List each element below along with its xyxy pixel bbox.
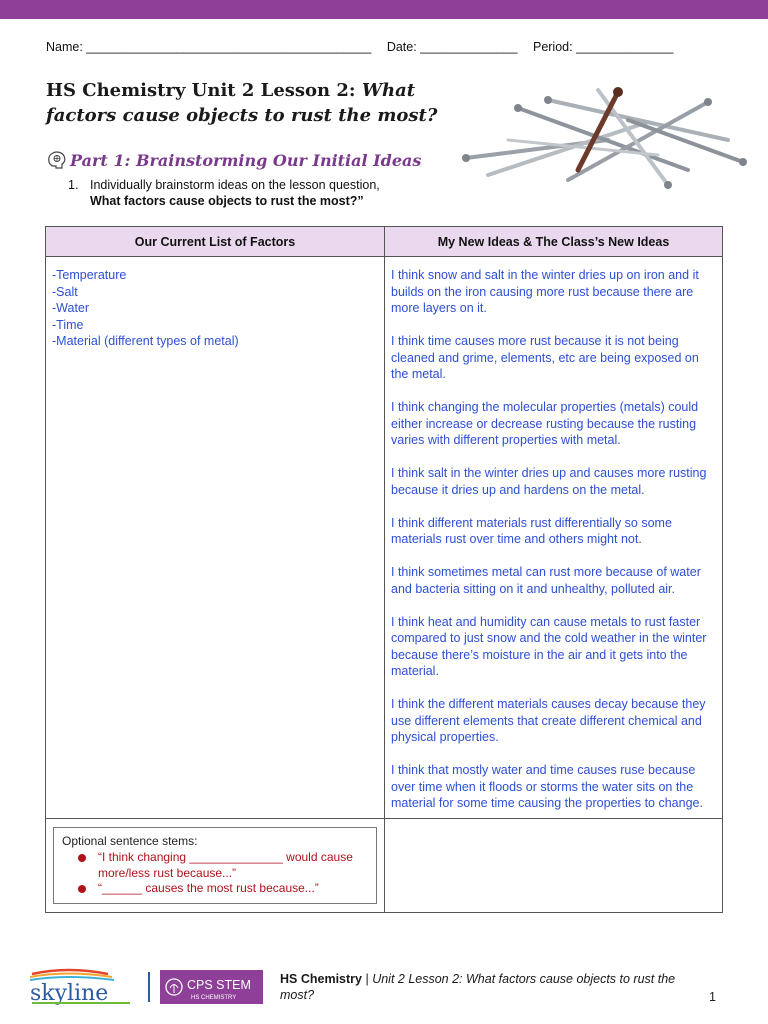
idea-item: I think salt in the winter dries up and causes more rusting because it dries up and hardens on the metal. xyxy=(391,466,707,497)
instruction-item xyxy=(68,177,428,209)
factor-item: -Water xyxy=(52,301,90,315)
page-number: 1 xyxy=(709,990,716,1004)
sentence-stems-list xyxy=(62,850,368,897)
factors-cell[interactable] xyxy=(46,257,385,819)
cps-stem-logo-subtext: HS CHEMISTRY xyxy=(191,995,237,1001)
idea-item: I think sometimes metal can rust more because of water and bacteria sitting on it and unhealthy, polluted air. xyxy=(391,565,701,596)
idea-item: I think the different materials causes decay because they use different elements that create different chemical and physical properties. xyxy=(391,697,706,744)
bullet-icon xyxy=(78,885,86,893)
date-field[interactable]: Date: ______________ xyxy=(386,40,518,54)
idea-item: I think heat and humidity can cause metals to rust faster compared to just snow and the cold weather in the winter because there’s moisture in the air and it gets into the material. xyxy=(391,614,707,678)
idea-item: I think time causes more rust because it is not being cleaned and grime, elements, etc are being exposed on the metal. xyxy=(391,334,699,381)
header-current-factors: Our Current List of Factors xyxy=(46,227,385,257)
lesson-title-question: What factors cause objects to rust the most? xyxy=(46,80,438,126)
cps-stem-logo-text: CPS STEM xyxy=(187,978,251,992)
lesson-title xyxy=(46,78,446,128)
header-new-ideas: My New Ideas & The Class’s New Ideas xyxy=(385,227,723,257)
factor-item: -Time xyxy=(52,317,84,332)
sentence-stems-box xyxy=(53,827,377,904)
instruction-question: What factors cause objects to rust the most?” xyxy=(90,194,364,208)
idea-item: I think changing the molecular properties (metals) could either increase or decrease rusting because the rusting varies with different properties with metal. xyxy=(391,400,699,447)
ideas-cell[interactable] xyxy=(385,257,723,819)
skyline-logo-text: skyline xyxy=(30,981,109,1006)
nails-image xyxy=(458,80,750,190)
instruction-number: 1. xyxy=(68,178,79,192)
factor-item: -Material (different types of metal) xyxy=(52,334,239,348)
student-info-line xyxy=(46,40,726,54)
footer-separator: | xyxy=(361,972,373,986)
sentence-stem: “I think changing ______________ would cause more/less rust because...” xyxy=(62,850,368,881)
period-field[interactable]: Period: ______________ xyxy=(532,40,674,54)
factor-item: -Temperature xyxy=(52,268,127,282)
stems-cell xyxy=(46,818,385,912)
part1-heading-row xyxy=(46,146,421,174)
idea-item: I think snow and salt in the winter dries up on iron and it builds on the iron causing more rust because there are more layers on it. xyxy=(391,268,699,315)
empty-cell[interactable] xyxy=(385,818,723,912)
brainstorm-table xyxy=(45,226,723,913)
top-accent-bar xyxy=(0,0,768,19)
sentence-stem: “______ causes the most rust because...” xyxy=(62,881,368,897)
part1-heading: Part 1: Brainstorming Our Initial Ideas xyxy=(70,150,422,170)
idea-item: I think different materials rust differentially so some materials rust over time and others might not. xyxy=(391,515,672,546)
footer-course-info xyxy=(280,971,680,1003)
footer-lesson: Unit 2 Lesson 2: What factors cause objects to rust the most? xyxy=(280,972,676,1002)
footer-course: HS Chemistry xyxy=(280,972,362,986)
lesson-title-plain: HS Chemistry Unit 2 Lesson 2: xyxy=(46,80,362,101)
bullet-icon xyxy=(78,854,86,862)
sentence-stems-title: Optional sentence stems: xyxy=(62,833,198,848)
factor-item: -Salt xyxy=(52,284,78,299)
name-field[interactable]: Name: _________________________________________ xyxy=(46,40,372,54)
instruction-text: Individually brainstorm ideas on the lesson question, xyxy=(90,178,380,192)
brain-icon xyxy=(46,149,68,171)
idea-item: I think that mostly water and time causes ruse because over time when it floods or storms the water sits on the material for some time causing the properties to change. xyxy=(391,763,703,810)
footer-logos xyxy=(28,968,268,1006)
